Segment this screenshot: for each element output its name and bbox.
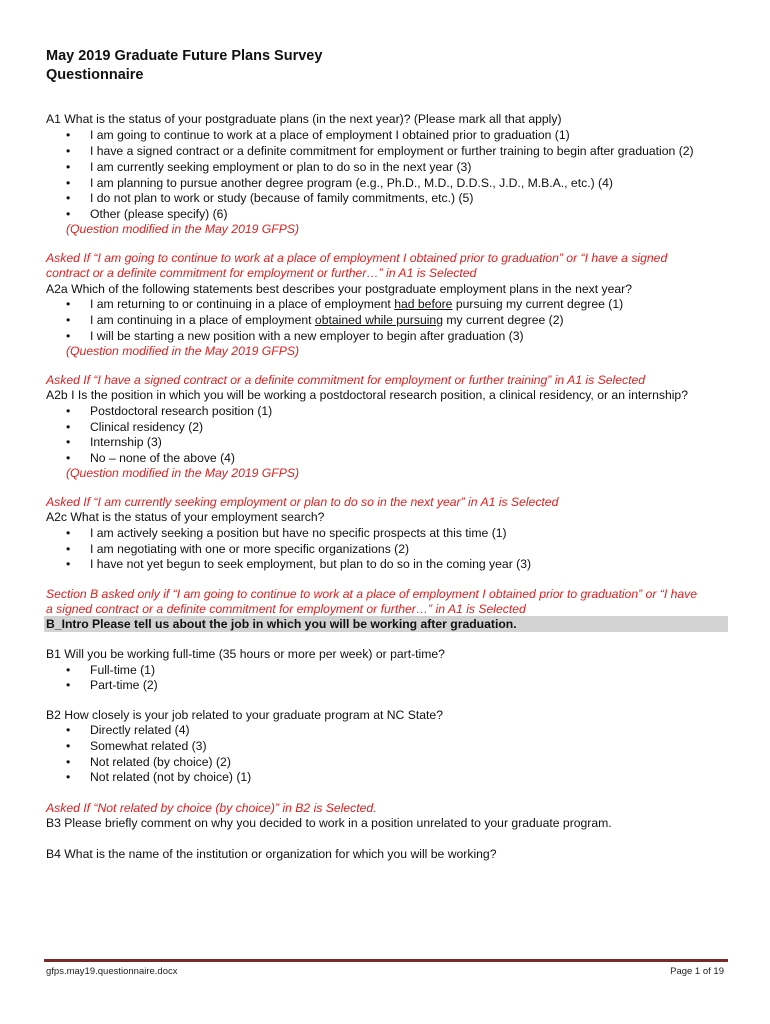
bullet-icon: •	[66, 128, 71, 142]
bullet-icon: •	[66, 723, 71, 737]
a2a-condition-line-1: Asked If “I am going to continue to work at a place of employment I obtained prior to graduation” or “I have a signed	[46, 251, 668, 265]
question-a2a: A2a Which of the following statements best describes your postgraduate employment plans in the next year?	[46, 282, 632, 296]
question-b3: B3 Please briefly comment on why you decided to work in a position unrelated to your graduate program.	[46, 816, 612, 830]
bullet-icon: •	[66, 678, 71, 692]
bullet-icon: •	[66, 420, 71, 434]
a1-modified-note: (Question modified in the May 2019 GFPS)	[66, 222, 300, 236]
bullet-icon: •	[66, 313, 71, 327]
bullet-icon: •	[66, 451, 71, 465]
section-b-condition-line-1: Section B asked only if “I am going to continue to work at a place of employment I obtained prior to graduation” or “I have	[46, 587, 698, 601]
question-b1: B1 Will you be working full-time (35 hours or more per week) or part-time?	[46, 647, 445, 661]
a2a-modified-note: (Question modified in the May 2019 GFPS)	[66, 344, 300, 358]
bullet-icon: •	[66, 663, 71, 677]
bullet-icon: •	[66, 739, 71, 753]
title-line-2: Questionnaire	[46, 67, 144, 83]
bullet-icon: •	[66, 207, 71, 221]
bullet-icon: •	[66, 526, 71, 540]
document-page: May 2019 Graduate Future Plans Survey Questionnaire A1 What is the status of your postgraduate plans (in the next year)? (Please mark all that apply) • I am going to continue to work at a place of employment I obtained prior to graduation (1) • I have a signed contract or a definite commitment for employment or further training to begin after graduation (2) • I am currently seeking employment or plan to do so in the next year (3) • I am planning to pursue another degree program (e.g., Ph.D., M.D., D.D.S., J.D., M.B.A., etc.) (4) • I do not plan to work or study (because of family commitments, etc.) (5) • Other (please specify) (6) (Question modified in the May 2019 GFPS) Asked If “I am going to continue to work at a place of employment I obtained prior to graduation” or “I have a signed contract or a definite commitment for employment or further…” in A1 is Selected A2a Which of the following statements best describes your postgraduate employment plans in the next year? • I am returning to or continuing in a place of employment had before pursuing my current degree (1) • I am continuing in a place of employment obtained while pursuing my current degree (2) • I will be starting a new position with a new employer to begin after graduation (3) (Question modified in the May 2019 GFPS) Asked If “I have a signed contract or a definite commitment for employment or further training” in A1 is Selected A2b I Is the position in which you will be working a postdoctoral research position, a clinical residency, or an internship? • Postdoctoral research position (1) • Clinical residency (2) • Internship (3) • No – none of the above (4) (Question modified in the May 2019 GFPS) Asked If “I am currently seeking employment or plan to do so in the next year” in A1 is Selected A2c What is the status of your employment search? • I am actively seeking a position but have no specific prospects at this time (1) • I am negotiating with one or more specific organizations (2) • I have not yet begun to seek employment, but plan to do so in the coming year (3) Section B asked only if “I am going to continue to work at a place of employment I obtained prior to graduation” or “I have a signed contract or a definite commitment for employment or further…” in A1 is Selected B_Intro Please tell us about the job in which you will be working after graduation. B1 Will you be working full-time (35 hours or more per week) or part-time? • Full-time (1) • Part-time (2) B2 How closely is your job related to your graduate program at NC State? • Directly related (4) • Somewhat related (3) • Not related (by choice) (2) • Not related (not by choice) (1) Asked If “Not related by choice (by choice)” in B2 is Selected. B3 Please briefly comment on why you decided to work in a position unrelated to your graduate program. B4 What is the name of the institution or organization for which you will be working? gfps.may19.questionnaire.docx Page 1 of 19	[0, 0, 770, 1024]
bullet-icon: •	[66, 144, 71, 158]
bullet-icon: •	[66, 435, 71, 449]
a2a-condition-line-2: contract or a definite commitment for employment or further…” in A1 is Selected	[46, 266, 477, 280]
bullet-icon: •	[66, 297, 71, 311]
section-b-intro: B_Intro Please tell us about the job in which you will be working after graduation.	[46, 617, 517, 631]
underlined-phrase: had before	[394, 297, 453, 311]
footer-page-number: Page 1 of 19	[670, 966, 724, 977]
question-b2: B2 How closely is your job related to your graduate program at NC State?	[46, 708, 443, 722]
question-a2b: A2b I Is the position in which you will be working a postdoctoral research position, a clinical residency, or an internship?	[46, 388, 688, 402]
question-b4: B4 What is the name of the institution or organization for which you will be working?	[46, 847, 497, 861]
bullet-icon: •	[66, 176, 71, 190]
bullet-icon: •	[66, 557, 71, 571]
a2b-condition: Asked If “I have a signed contract or a definite commitment for employment or further training” in A1 is Selected	[46, 373, 646, 387]
underlined-phrase: obtained while pursuing	[314, 313, 443, 327]
bullet-icon: •	[66, 191, 71, 205]
question-a1: A1 What is the status of your postgraduate plans (in the next year)? (Please mark all that apply)	[46, 112, 562, 126]
question-a2c: A2c What is the status of your employment search?	[46, 510, 325, 524]
footer-rule	[44, 959, 728, 962]
section-b-condition-line-2: a signed contract or a definite commitment for employment or further…” in A1 is Selected	[46, 602, 526, 616]
a2b-modified-note: (Question modified in the May 2019 GFPS)	[66, 466, 300, 480]
b3-condition: Asked If “Not related by choice (by choice)” in B2 is Selected.	[46, 801, 377, 815]
footer-filename: gfps.may19.questionnaire.docx	[46, 966, 178, 977]
bullet-icon: •	[66, 160, 71, 174]
bullet-icon: •	[66, 755, 71, 769]
bullet-icon: •	[66, 770, 71, 784]
title-line-1: May 2019 Graduate Future Plans Survey	[46, 48, 323, 64]
document-title	[46, 47, 322, 85]
bullet-icon: •	[66, 329, 71, 343]
bullet-icon: •	[66, 404, 71, 418]
bullet-icon: •	[66, 542, 71, 556]
a2c-condition: Asked If “I am currently seeking employment or plan to do so in the next year” in A1 is Selected	[46, 495, 559, 509]
